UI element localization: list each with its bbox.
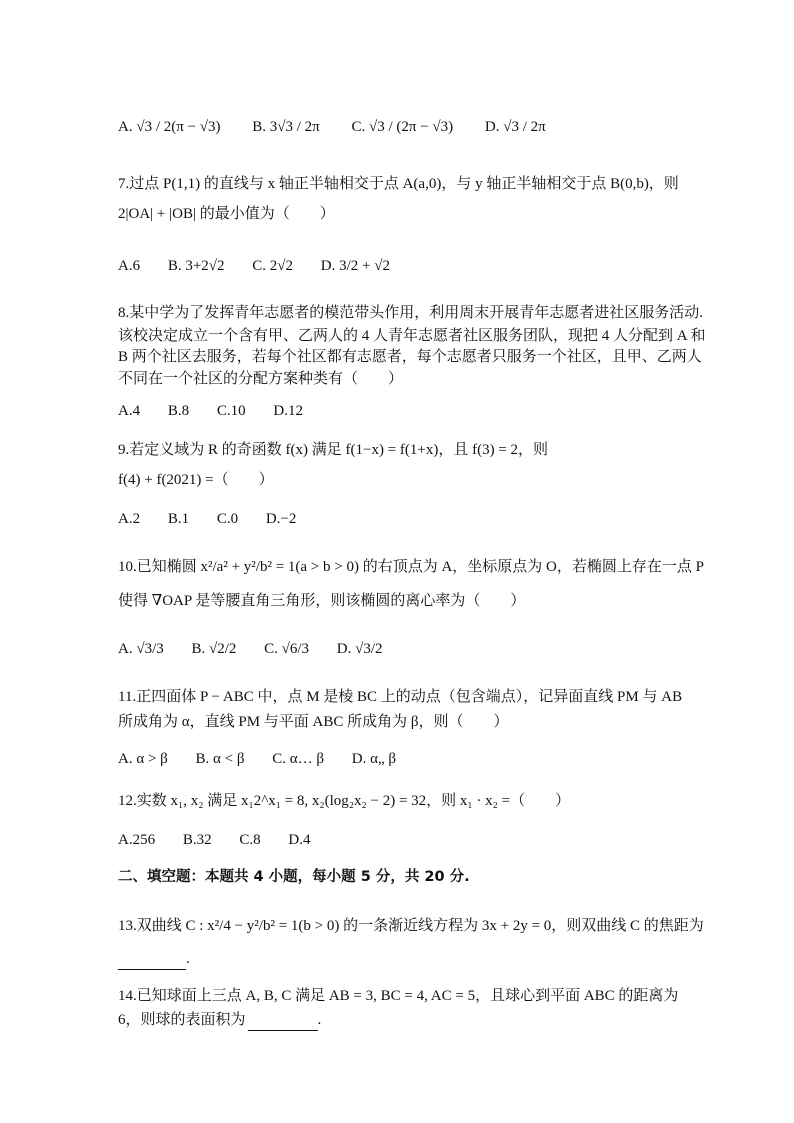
q8-option-b: B.8 bbox=[167, 403, 190, 419]
q9-text-line1: 9.若定义域为 R 的奇函数 f(x) 满足 f(1−x) = f(1+x)，且 f(3) = 2，则 bbox=[118, 442, 549, 458]
q11-option-c: C. α… β bbox=[272, 751, 325, 767]
q10-text-line2: 使得 ∇OAP 是等腰直角三角形，则该椭圆的离心率为（ ） bbox=[118, 593, 526, 609]
q14-answer-blank[interactable] bbox=[248, 1014, 318, 1031]
q9-option-b: B.1 bbox=[167, 511, 190, 527]
q7-option-b: B. 3+2√2 bbox=[167, 258, 225, 274]
q14-end-mark: . bbox=[317, 1012, 322, 1028]
q8-option-c: C.10 bbox=[216, 403, 246, 419]
q14-text-line1: 14.已知球面上三点 A, B, C 满足 AB = 3, BC = 4, AC = 5，且球心到平面 ABC 的距离为 bbox=[118, 988, 679, 1004]
q11-option-a: A. α > β bbox=[118, 751, 168, 767]
q10-option-d: D. √3/2 bbox=[336, 641, 383, 657]
q8-text-line4: 不同在一个社区的分配方案种类有（ ） bbox=[118, 371, 404, 387]
q7-option-a: A.6 bbox=[118, 258, 141, 274]
q10-text-line1: 10.已知椭圆 x²/a² + y²/b² = 1(a > b > 0) 的右顶点为 A，坐标原点为 O，若椭圆上存在一点 P bbox=[118, 559, 704, 575]
q11-text-line2: 所成角为 α，直线 PM 与平面 ABC 所成角为 β，则（ ） bbox=[118, 714, 509, 730]
q8-options bbox=[118, 400, 327, 422]
q10-option-a: A. √3/3 bbox=[118, 641, 164, 657]
q9-text-line2: f(4) + f(2021) =（ ） bbox=[118, 472, 274, 488]
q6-options bbox=[118, 116, 570, 138]
q8-option-d: D.12 bbox=[273, 403, 303, 419]
q12-options bbox=[118, 829, 334, 851]
q8-text-line1: 8.某中学为了发挥青年志愿者的模范带头作用，利用周末开展青年志愿者进社区服务活动. bbox=[118, 305, 704, 321]
q11-option-d: D. α„ β bbox=[351, 751, 396, 767]
q9-option-c: C.0 bbox=[216, 511, 239, 527]
q7-text-line1: 7.过点 P(1,1) 的直线与 x 轴正半轴相交于点 A(a,0)，与 y 轴正半轴相交于点 B(0,b)，则 bbox=[118, 176, 679, 192]
q14-text-line2-row bbox=[118, 1009, 321, 1031]
q6-option-d: D. √3 / 2π bbox=[484, 119, 546, 135]
q13-answer-line bbox=[118, 948, 190, 970]
q10-option-c: C. √6/3 bbox=[264, 641, 310, 657]
section-2-heading: 二、填空题：本题共 4 小题，每小题 5 分，共 20 分. bbox=[118, 869, 470, 885]
q12-option-c: C.8 bbox=[239, 832, 261, 848]
q13-text-line1: 13.双曲线 C : x²/4 − y²/b² = 1(b > 0) 的一条渐近线方程为 3x + 2y = 0，则双曲线 C 的焦距为 bbox=[118, 918, 704, 934]
q7-option-d: D. 3/2 + √2 bbox=[320, 258, 390, 274]
q9-option-d: D.−2 bbox=[265, 511, 297, 527]
q12-option-a: A.256 bbox=[118, 832, 156, 848]
q10-options bbox=[118, 638, 407, 660]
q14-text-line2: 6，则球的表面积为 bbox=[118, 1012, 246, 1028]
q11-options bbox=[118, 748, 420, 770]
q8-option-a: A.4 bbox=[118, 403, 141, 419]
q13-answer-blank[interactable] bbox=[118, 953, 186, 970]
q7-options bbox=[118, 255, 414, 277]
q13-end-mark: . bbox=[186, 951, 190, 967]
q9-options bbox=[118, 508, 320, 530]
q12-option-d: D.4 bbox=[288, 832, 311, 848]
q8-text-line2: 该校决定成立一个含有甲、乙两人的 4 人青年志愿者社区服务团队，现把 4 人分配到 A 和 bbox=[118, 328, 706, 344]
q7-text-line2: 2|OA| + |OB| 的最小值为（ ） bbox=[118, 206, 335, 222]
q10-option-b: B. √2/2 bbox=[191, 641, 237, 657]
q8-text-line3: B 两个社区去服务，若每个社区都有志愿者，每个志愿者只服务一个社区，且甲、乙两人 bbox=[118, 349, 702, 365]
q9-option-a: A.2 bbox=[118, 511, 141, 527]
q11-text-line1: 11.正四面体 P − ABC 中，点 M 是棱 BC 上的动点（包含端点），记异面直线 PM 与 AB bbox=[118, 689, 683, 705]
q11-option-b: B. α < β bbox=[195, 751, 245, 767]
q6-option-a: A. √3 / 2(π − √3) bbox=[118, 119, 221, 135]
q12-text-line1: 12.实数 x₁, x₂ 满足 x₁2^x₁ = 8, x₂(log₂x₂ − 2) = 32，则 x₁ · x₂ =（ ） bbox=[118, 793, 571, 809]
q12-option-b: B.32 bbox=[182, 832, 212, 848]
q6-option-b: B. 3√3 / 2π bbox=[252, 119, 320, 135]
q6-option-c: C. √3 / (2π − √3) bbox=[351, 119, 454, 135]
q7-option-c: C. 2√2 bbox=[252, 258, 294, 274]
